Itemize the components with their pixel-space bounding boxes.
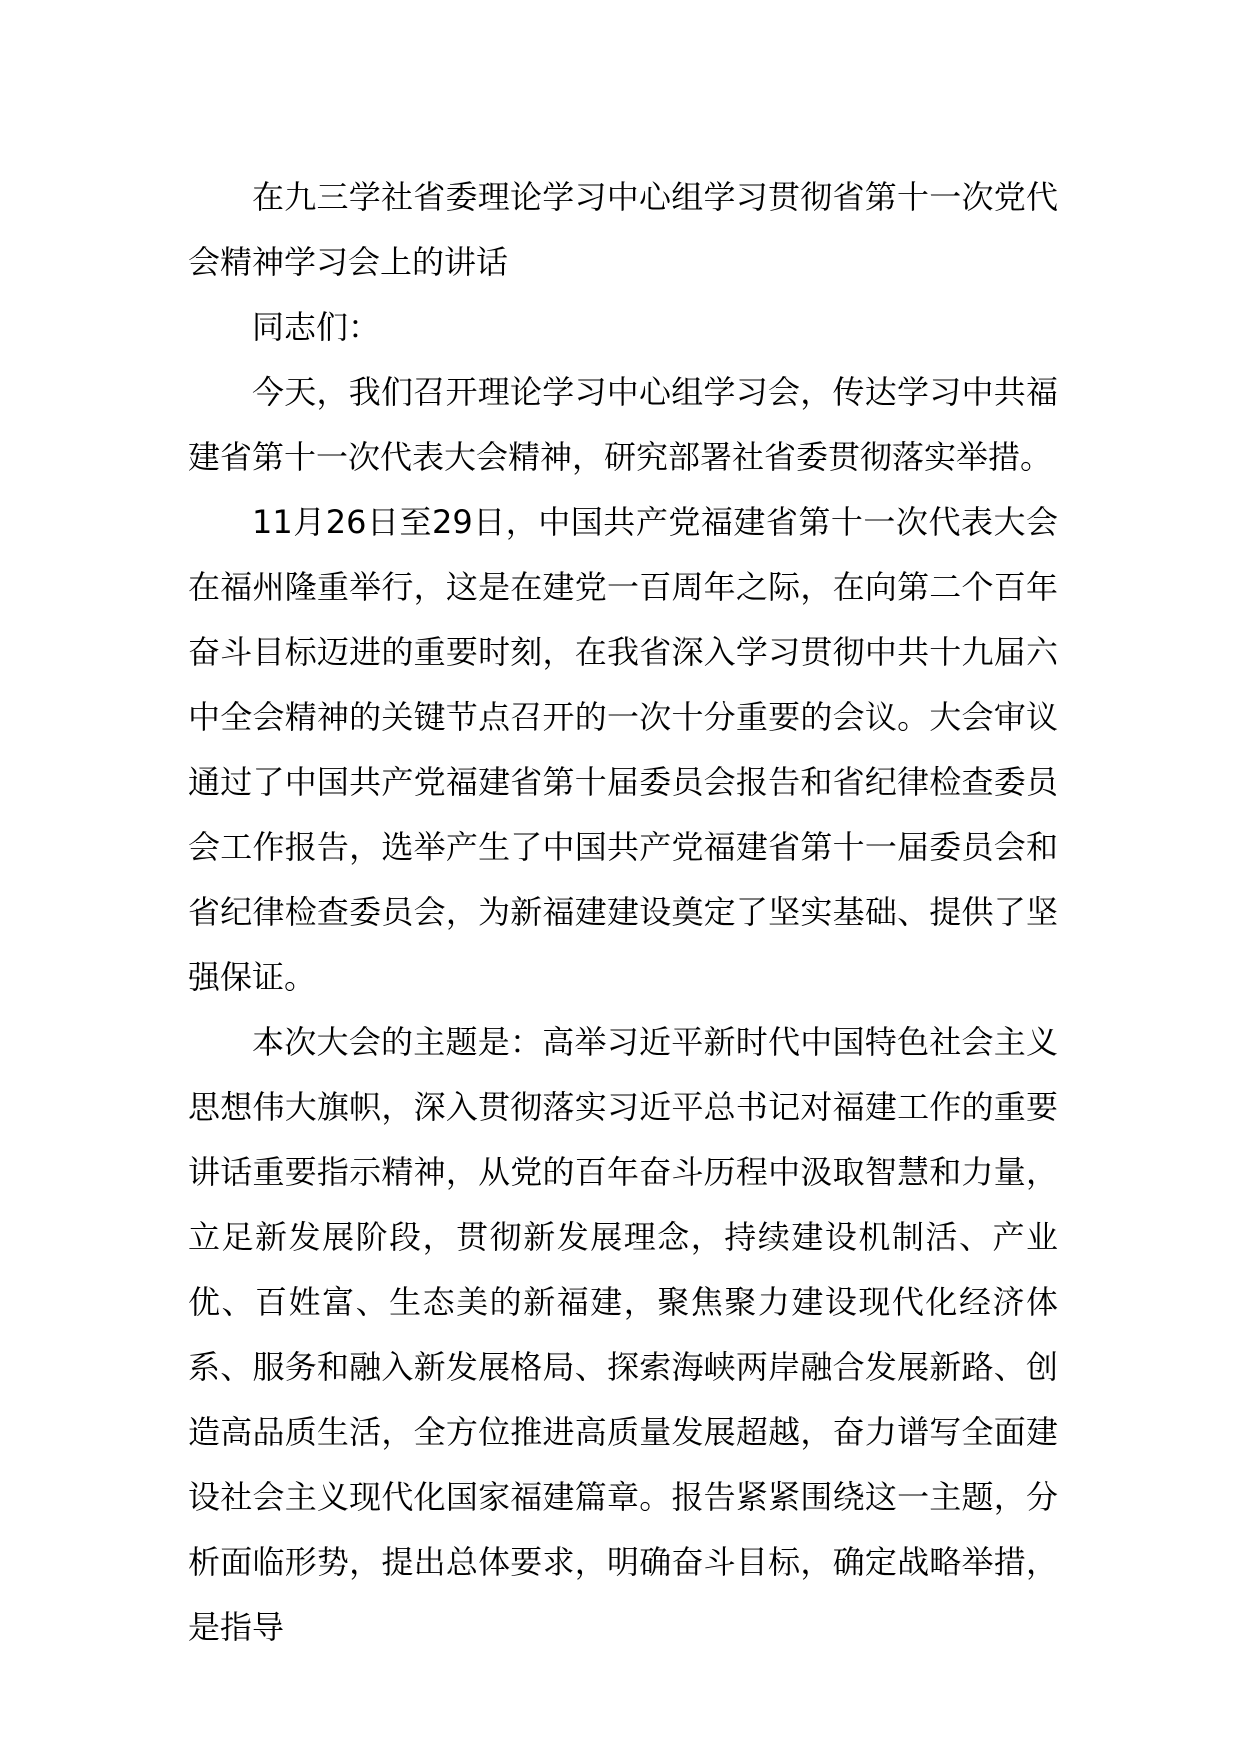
paragraph-3: 本次大会的主题是：高举习近平新时代中国特色社会主义思想伟大旗帜，深入贯彻落实习近平总书记对福建工作的重要讲话重要指示精神，从党的百年奋斗历程中汲取智慧和力量，立足新发展阶段，贯彻新发展理念，持续建设机制活、产业优、百姓富、生态美的新福建，聚焦聚力建设现代化经济体系、服务和融入新发展格局、探索海峡两岸融合发展新路、创造高品质生活，全方位推进高质量发展超越，奋力谱写全面建设社会主义现代化国家福建篇章。报告紧紧围绕这一主题，分析面临形势，提出总体要求，明确奋斗目标，确定战略举措，是指导 (188, 1023, 1058, 1646)
salutation: 同志们： (252, 308, 381, 346)
document-title: 在九三学社省委理论学习中心组学习贯彻省第十一次党代会精神学习会上的讲话 (188, 178, 1058, 281)
paragraph-1: 今天，我们召开理论学习中心组学习会，传达学习中共福建省第十一次代表大会精神，研究部署社省委贯彻落实举措。 (188, 373, 1058, 476)
document-body (188, 165, 1058, 1660)
paragraph-2: 11月26日至29日，中国共产党福建省第十一次代表大会在福州隆重举行，这是在建党一百周年之际，在向第二个百年奋斗目标迈进的重要时刻，在我省深入学习贯彻中共十九届六中全会精神的关键节点召开的一次十分重要的会议。大会审议通过了中国共产党福建省第十届委员会报告和省纪律检查委员会工作报告，选举产生了中国共产党福建省第十一届委员会和省纪律检查委员会，为新福建建设奠定了坚实基础、提供了坚强保证。 (188, 503, 1058, 996)
